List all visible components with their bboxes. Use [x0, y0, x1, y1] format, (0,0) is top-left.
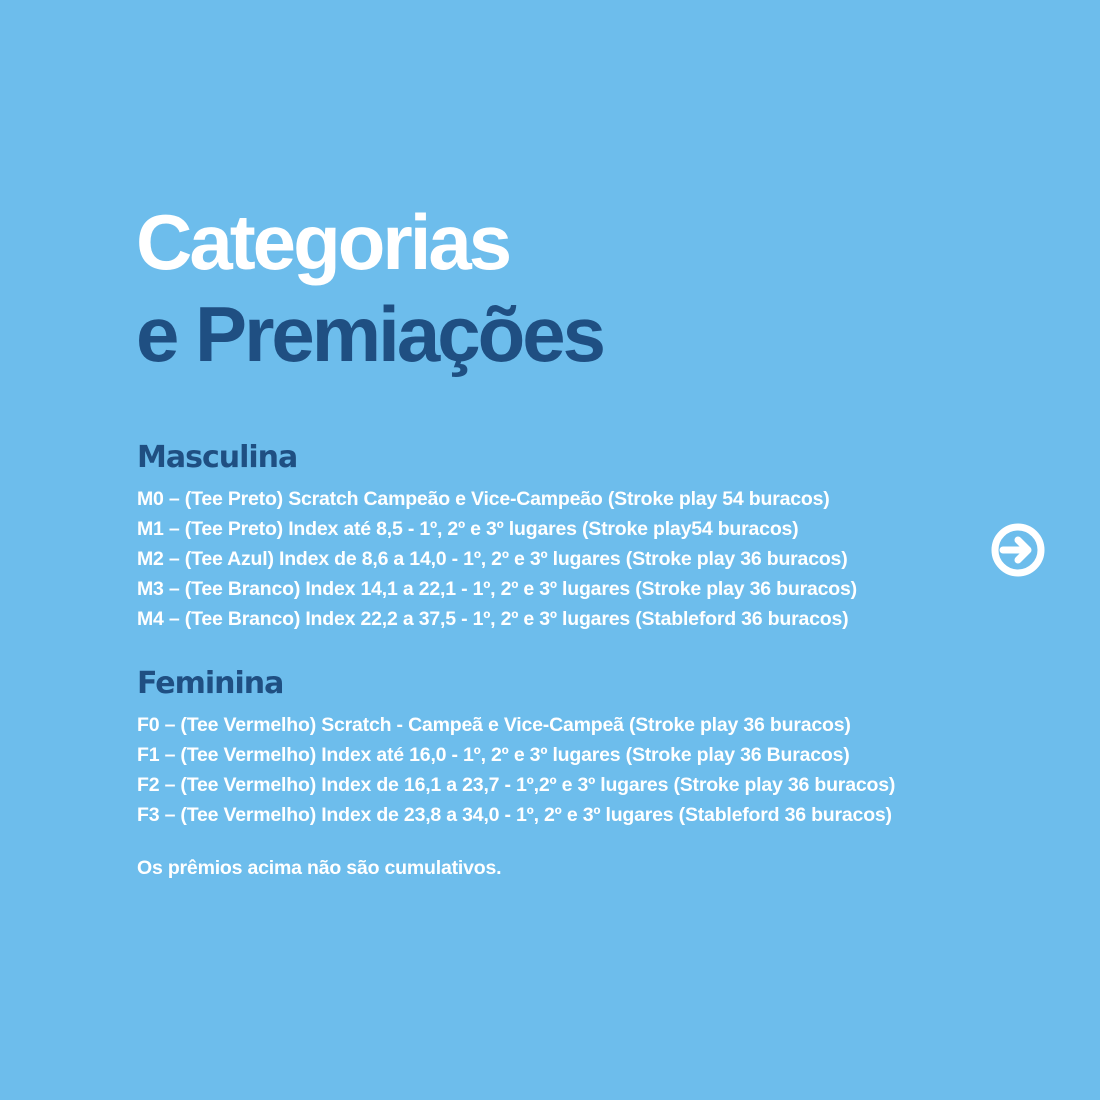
page-title-line2: e Premiações [136, 290, 604, 378]
category-item-m3: M3 – (Tee Branco) Index 14,1 a 22,1 - 1º, 2º e 3º lugares (Stroke play 36 buracos) [137, 578, 857, 600]
arrow-right-circle-icon [990, 522, 1046, 578]
prizes-note: Os prêmios acima não são cumulativos. [137, 857, 502, 879]
category-item-m2: M2 – (Tee Azul) Index de 8,6 a 14,0 - 1º, 2º e 3º lugares (Stroke play 36 buracos) [137, 548, 848, 570]
category-item-m4: M4 – (Tee Branco) Index 22,2 a 37,5 - 1º, 2º e 3º lugares (Stableford 36 buracos) [137, 608, 849, 630]
next-slide-button[interactable] [990, 522, 1046, 578]
feminina-heading: Feminina [137, 666, 284, 701]
category-item-f0: F0 – (Tee Vermelho) Scratch - Campeã e Vice-Campeã (Stroke play 36 buracos) [137, 714, 851, 736]
masculina-section [137, 440, 857, 634]
page-title-line1: Categorias [136, 198, 510, 286]
category-item-f1: F1 – (Tee Vermelho) Index até 16,0 - 1º, 2º e 3º lugares (Stroke play 36 Buracos) [137, 744, 850, 766]
category-item-m0: M0 – (Tee Preto) Scratch Campeão e Vice-Campeão (Stroke play 54 buracos) [137, 488, 830, 510]
category-item-m1: M1 – (Tee Preto) Index até 8,5 - 1º, 2º e 3º lugares (Stroke play54 buracos) [137, 518, 799, 540]
category-item-f3: F3 – (Tee Vermelho) Index de 23,8 a 34,0 - 1º, 2º e 3º lugares (Stableford 36 buracos) [137, 804, 892, 826]
category-item-f2: F2 – (Tee Vermelho) Index de 16,1 a 23,7 - 1º,2º e 3º lugares (Stroke play 36 buracos) [137, 774, 896, 796]
page-title [136, 196, 603, 380]
masculina-heading: Masculina [137, 440, 298, 475]
feminina-section [137, 666, 895, 830]
